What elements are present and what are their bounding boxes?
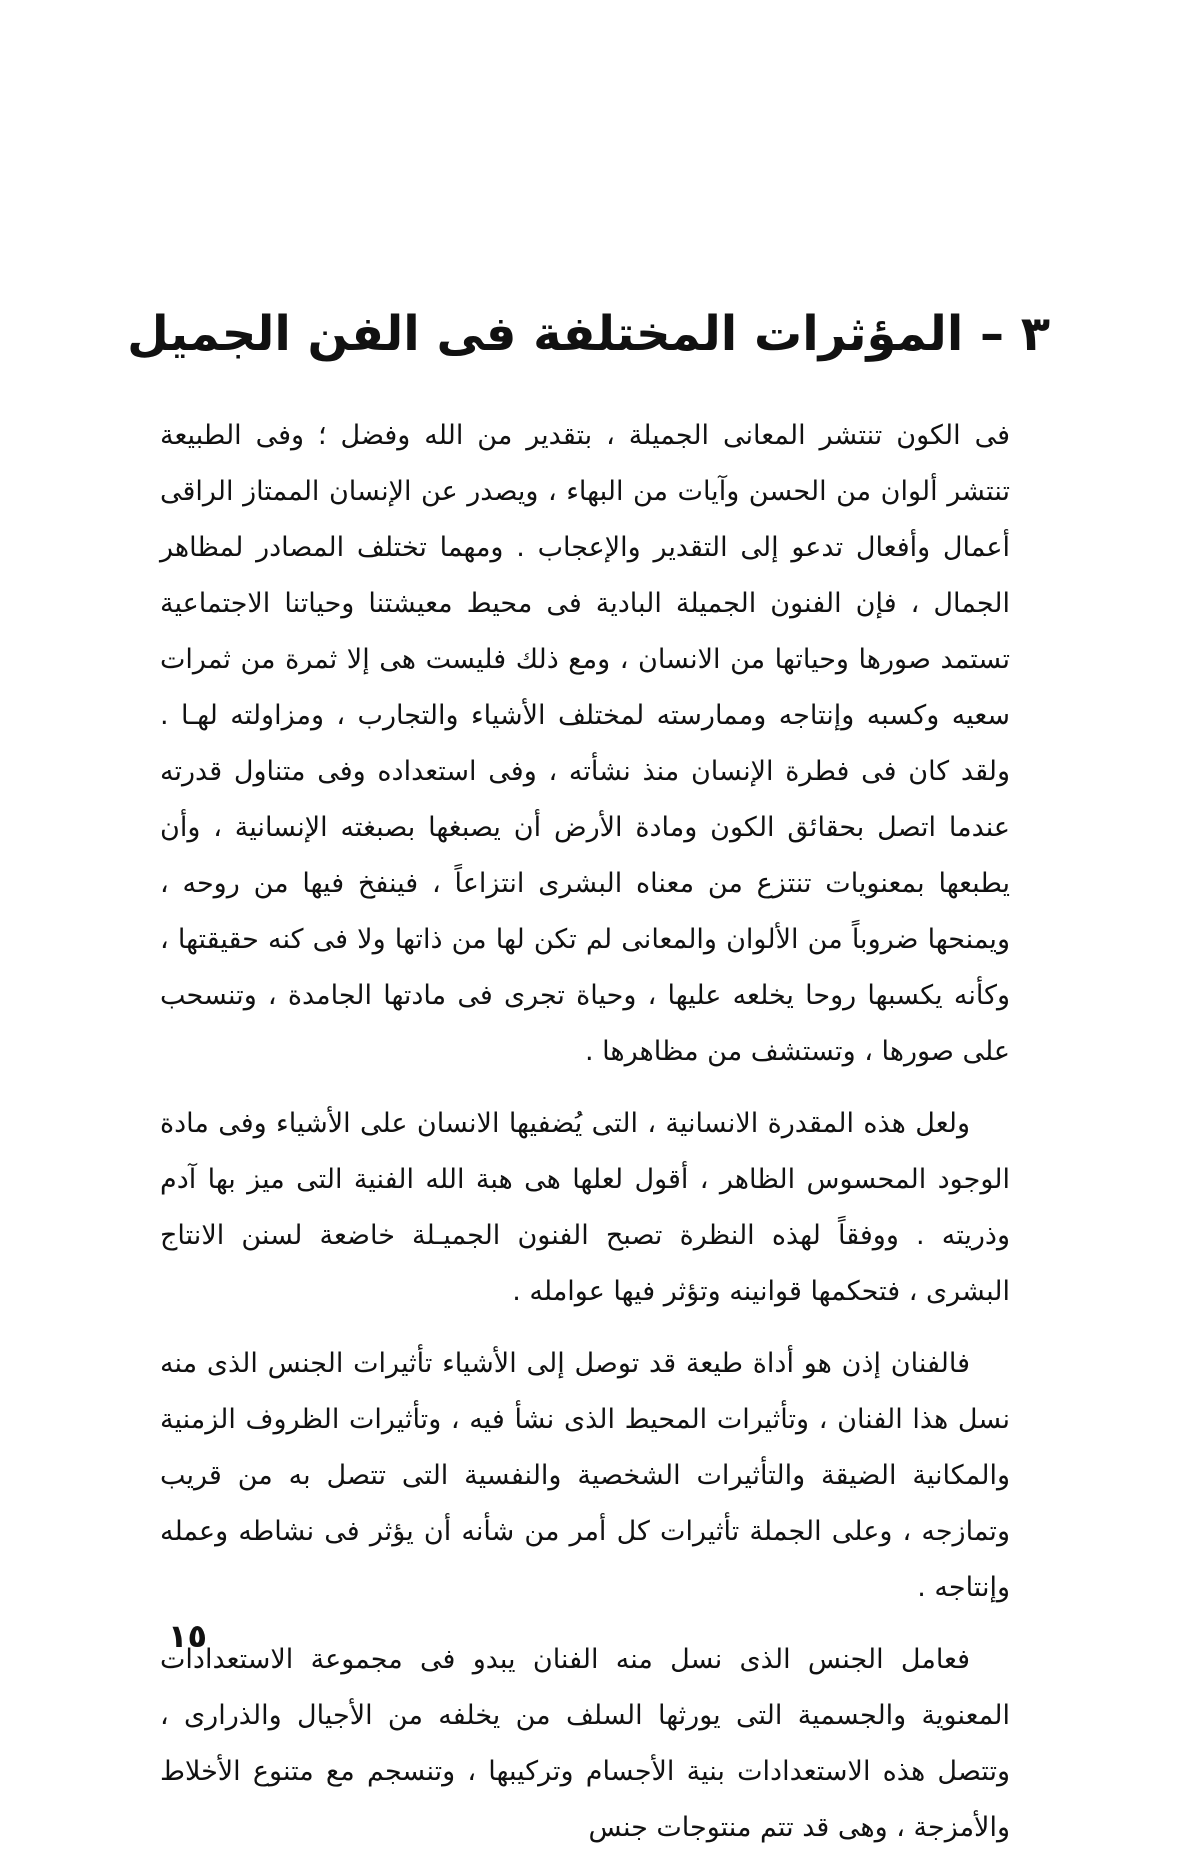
paragraph: فالفنان إذن هو أداة طيعة قد توصل إلى الأشياء تأثيرات الجنس الذى منه نسل هذا الفنان ، وتأثيرات المحيط الذى نشأ فيه ، وتأثيرات الظروف الزمنية والمكانية الضيقة والتأثيرات الشخصية والنفسية التى تتصل به من قريب وتمازجه ، وعلى الجملة تأثيرات كل أمر من شأنه أن يؤثر فى نشاطه وعمله وإنتاجه . [160,1348,1010,1603]
chapter-title: ٣ – المؤثرات المختلفة فى الفن الجميل [127,306,1050,362]
body-text [160,408,1010,1856]
paragraph: فى الكون تنتشر المعانى الجميلة ، بتقدير من الله وفضل ؛ وفى الطبيعة تنتشر ألوان من الحسن وآيات من البهاء ، ويصدر عن الإنسان الممتاز الراقى أعمال وأفعال تدعو إلى التقدير والإعجاب . ومهما تختلف المصادر لمظاهر الجمال ، فإن الفنون الجميلة البادية فى محيط معيشتنا وحياتنا الاجتماعية تستمد صورها وحياتها من الانسان ، ومع ذلك فليست هى إلا ثمرة من ثمرات سعيه وكسبه وإنتاجه وممارسته لمختلف الأشياء والتجارب ، ومزاولته لهـا . ولقد كان فى فطرة الإنسان منذ نشأته ، وفى استعداده وفى متناول قدرته عندما اتصل بحقائق الكون ومادة الأرض أن يصبغها بصبغته الإنسانية ، وأن يطبعها بمعنويات تنتزع من معناه البشرى انتزاعاً ، فينفخ فيها من روحه ، ويمنحها ضروباً من الألوان والمعانى لم تكن لها من ذاتها ولا فى كنه حقيقتها ، وكأنه يكسبها روحا يخلعه عليها ، وحياة تجرى فى مادتها الجامدة ، وتنسحب على صورها ، وتستشف من مظاهرها . [160,420,1010,1067]
page-number: ١٥ [168,1617,208,1655]
paragraph: فعامل الجنس الذى نسل منه الفنان يبدو فى مجموعة الاستعدادات المعنوية والجسمية التى يورثها السلف من يخلفه من الأجيال والذرارى ، وتتصل هذه الاستعدادات بنية الأجسام وتركيبها ، وتنسجم مع متنوع الأخلاط والأمزجة ، وهى قد تتم منتوجات جنس [160,1644,1010,1843]
paragraph: ولعل هذه المقدرة الانسانية ، التى يُضفيها الانسان على الأشياء وفى مادة الوجود المحسوس الظاهر ، أقول لعلها هى هبة الله الفنية التى ميز بها آدم وذريته . ووفقاً لهذه النظرة تصبح الفنون الجميـلة خاضعة لسنن الانتاج البشرى ، فتحكمها قوانينه وتؤثر فيها عوامله . [160,1108,1010,1307]
